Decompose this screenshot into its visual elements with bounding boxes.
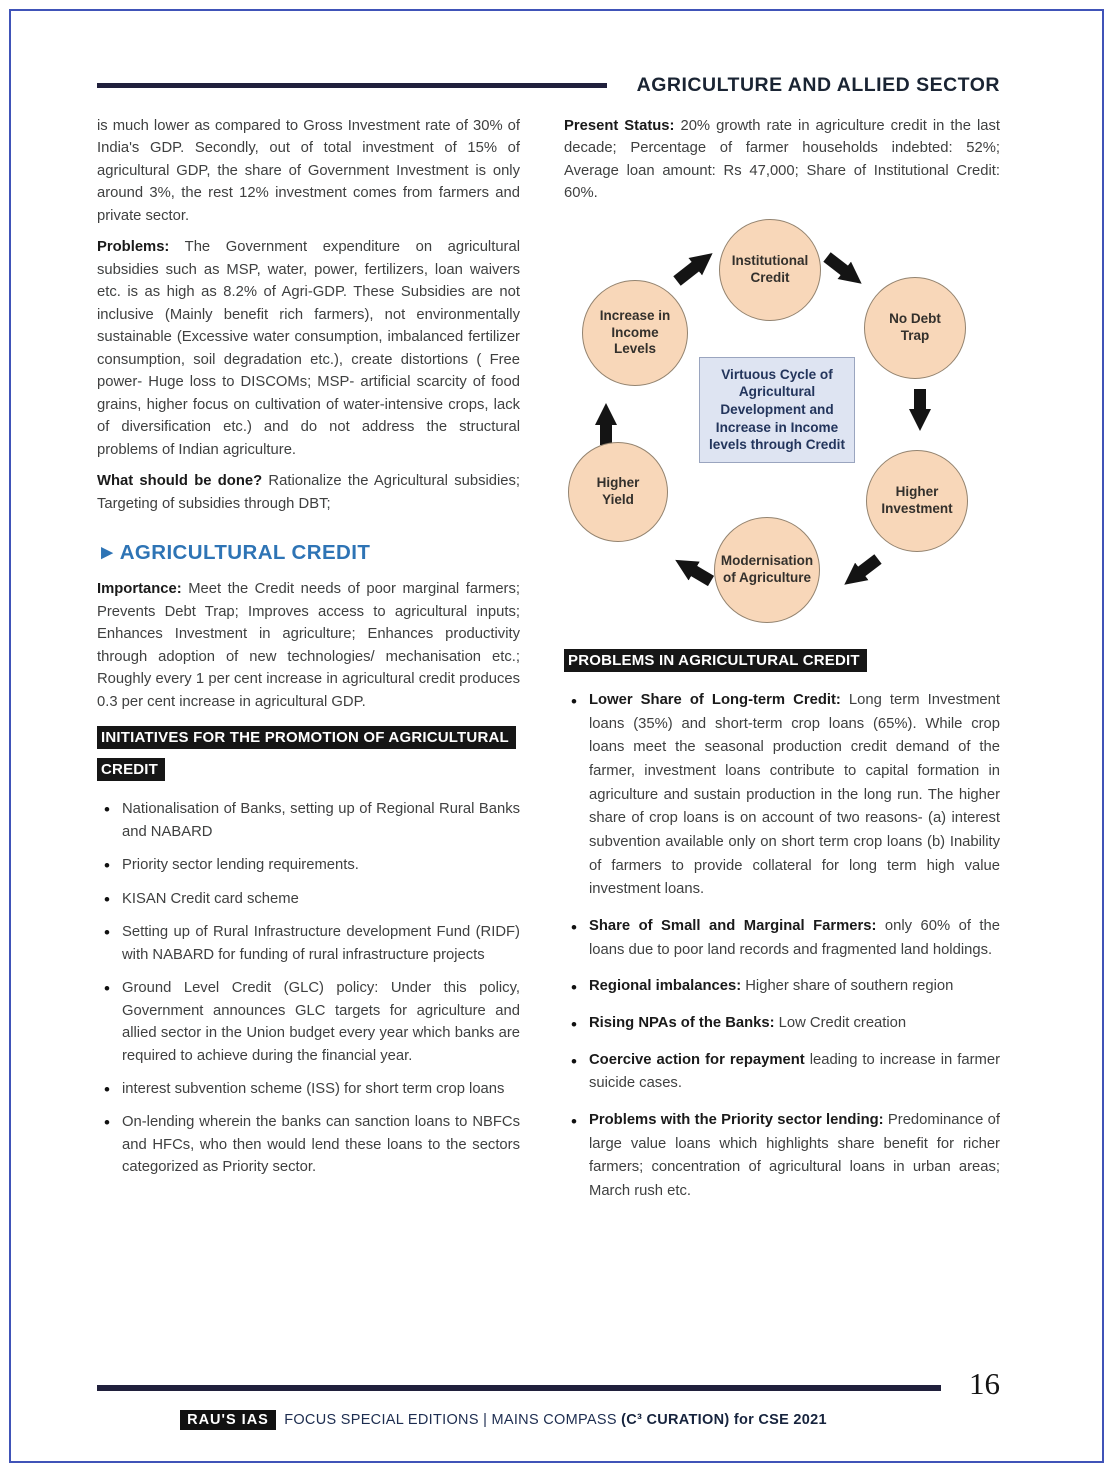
problems-credit-list [564,689,1000,1204]
cycle-center-label: Virtuous Cycle of Agricultural Development and Increase in Income levels through Credit [699,357,855,463]
cycle-node-institutional-credit: Institutional Credit [719,219,821,321]
problems-paragraph [97,236,520,461]
list-item: • Setting up of Rural Infrastructure development Fund (RIDF) with NABARD for funding of rural infrastructure projects [97,921,520,966]
importance-paragraph [97,578,520,713]
triangle-arrow-icon: ► [97,541,118,565]
header-rule [97,83,607,88]
list-item: • Priority sector lending requirements. [97,854,520,876]
initiatives-heading-wrap [97,722,520,786]
footer-rule-row [97,1366,1000,1403]
item-bold: Rising NPAs of the Banks: [589,1015,775,1031]
item-text: Predominance of large value loans which highlights share benefit for richer farmers; concentration of agricultural loans in urban areas; March rush etc. [589,1112,1000,1200]
footer-text [97,1412,1000,1428]
list-item [564,1109,1000,1204]
list-item: • Ground Level Credit (GLC) policy: Under this policy, Government announces GLC targets for agriculture and allied sector in the Union budget every year which banks are required to achieve during the financial year. [97,977,520,1067]
list-item [564,689,1000,902]
problems-label: Problems: [97,239,170,256]
page-number: 16 [969,1366,1000,1401]
section-heading-agricultural-credit [97,541,520,565]
item-text: only 60% of the loans due to poor land records and fragmented land holdings. [589,917,1000,958]
list-item: • KISAN Credit card scheme [97,888,520,910]
item-bold: Regional imbalances: [589,978,742,995]
item-bold: Lower Share of Long-term Credit: [589,691,841,708]
section-heading-text: AGRICULTURAL CREDIT [119,541,371,565]
cycle-node-increase-income: Increase in Income Levels [582,280,688,386]
list-item: • Nationalisation of Banks, setting up of Regional Rural Banks and NABARD [97,798,520,843]
what-text: Rationalize the Agricultural subsidies; Targeting of subsidies through DBT; [97,473,521,512]
present-status-paragraph [564,115,1000,205]
item-text: Long term Investment loans (35%) and short-term crop loans (65%). While crop loans meet the seasonal production credit demand of the farmer, investment loans contribute to capital formation in agriculture and sustain production in the long run. The higher share of crop loans is on account of two reasons- (a) interest subvention available only on short term crop loans (b) Inability of farmers to provide collateral for long term high value investment loans. [589,691,1000,898]
item-bold: Coercive action for repayment [589,1051,805,1068]
list-item [564,1049,1000,1096]
present-status-text: 20% growth rate in agriculture credit in the last decade; Percentage of farmer households indebted: 52%; Average loan amount: Rs 47,000; Share of Institutional Credit: 60%. [564,118,1000,202]
intro-paragraph: is much lower as compared to Gross Investment rate of 30% of India's GDP. Secondly, out of total investment of 15% of agricultural GDP, the share of Government Investment is only around 3%, the rest 12% investment comes from farmers and private sector. [97,118,520,224]
initiatives-list [97,798,520,1179]
cycle-node-modernisation: Modernisation of Agriculture [714,517,820,623]
list-item [564,1012,1000,1036]
cycle-node-higher-investment: Higher Investment [866,450,968,552]
list-item [564,915,1000,962]
list-item: • On-lending wherein the banks can sanction loans to NBFCs and HFCs, who then would lend these loans to the sectors categorized as Priority sector. [97,1111,520,1178]
item-text: leading to increase in farmer suicide cases. [589,1051,1000,1092]
cycle-node-no-debt-trap: No Debt Trap [864,277,966,379]
right-column [564,115,1000,1217]
importance-text: Meet the Credit needs of poor marginal farmers; Prevents Debt Trap; Improves access to agricultural inputs; Enhances Investment in agriculture; Enhances productivity through adoption of new technologies/ mechanisation etc.; Roughly every 1 per cent increase in agricultural credit produces 0.3 per cent increase in agricultural GDP. [97,581,520,710]
footer-middle: FOCUS SPECIAL EDITIONS | MAINS COMPASS [284,1412,617,1428]
page-title: AGRICULTURE AND ALLIED SECTOR [636,74,1000,96]
footer [97,1366,1000,1428]
present-status-label: Present Status: [564,118,675,134]
initiatives-heading: INITIATIVES FOR THE PROMOTION OF AGRICULTURAL CREDIT [97,726,516,781]
two-column-body [0,97,1113,1217]
virtuous-cycle-diagram [564,217,1000,637]
footer-emphasis: (C³ CURATION) [621,1412,730,1428]
problems-text: The Government expenditure on agricultural subsidies such as MSP, water, power, fertilizers, loan waivers etc. is as high as 8.2% of Agri-GDP. These Subsidies are not inclusive (Mainly benefit rich farmers), not environmentally sustainable (Excessive water consumption, imbalanced fertilizer consumption, soil degradation etc.), create distortions ( Free power- Huge loss to DISCOMs; MSP- artificial scarcity of food grains, higher focus on cultivation of water-intensive crops, lack of diversification etc.) and do not address the structural problems of Indian agriculture. [97,239,520,458]
item-text: Low Credit creation [774,1015,907,1031]
cycle-node-higher-yield: Higher Yield [568,442,668,542]
item-text: Higher share of southern region [741,978,954,995]
item-bold: Share of Small and Marginal Farmers: [589,917,877,934]
list-item [564,975,1000,999]
what-label: What should be done? [97,473,263,490]
problems-credit-heading: PROBLEMS IN AGRICULTURAL CREDIT [564,649,867,672]
what-should-be-done-paragraph [97,470,520,515]
footer-brand: RAU'S IAS [180,1410,276,1430]
importance-label: Importance: [97,581,182,598]
item-bold: Problems with the Priority sector lending: [589,1112,884,1129]
left-column [97,115,520,1217]
footer-rule [97,1385,941,1391]
footer-suffix: for CSE 2021 [733,1412,827,1428]
page-header [0,0,1113,97]
problems-credit-heading-wrap [564,645,1000,677]
list-item: • interest subvention scheme (ISS) for short term crop loans [97,1078,520,1100]
